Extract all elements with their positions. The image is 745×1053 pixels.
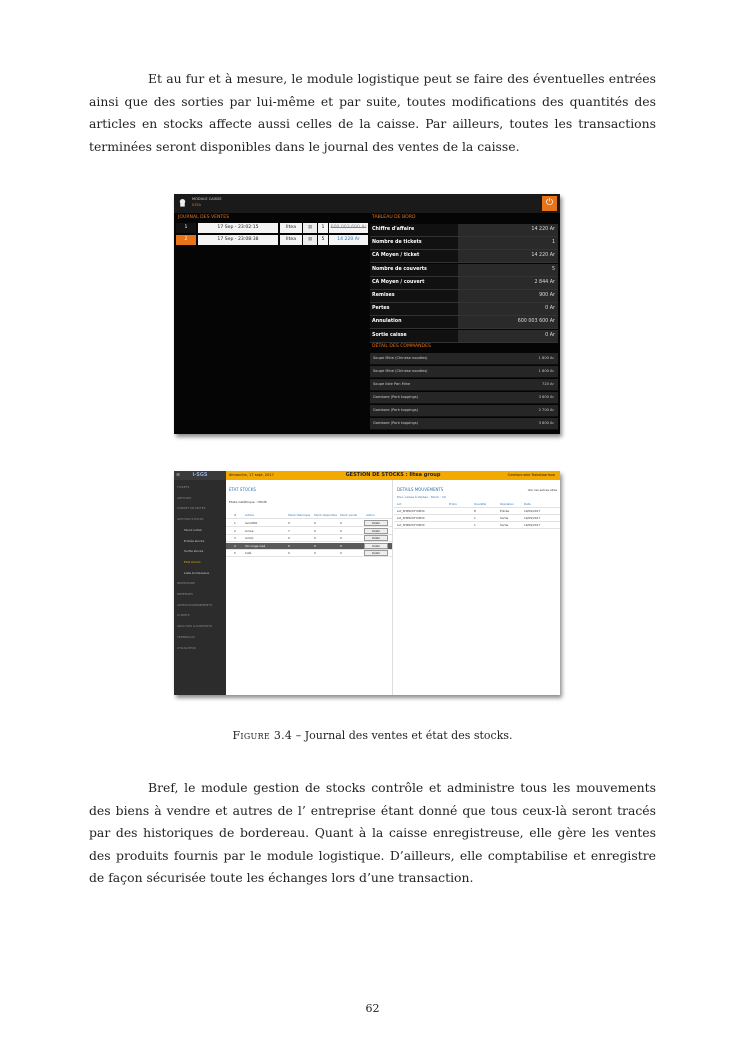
board-value: 1 — [458, 237, 558, 249]
detail-button[interactable]: Détail — [364, 535, 388, 541]
mouv-header-row — [394, 501, 560, 508]
sidebar-item[interactable]: INVENTAIRE — [177, 581, 195, 586]
journal-user: Iltea — [280, 223, 302, 233]
etat-cell-article: Limea — [245, 528, 254, 533]
chef-hat-icon — [178, 198, 187, 208]
etat-cell-n: 3 — [234, 536, 236, 540]
sidebar-item[interactable]: CARNET DE NOTES — [177, 506, 206, 511]
journal-amount: 600 003 600 Ar — [329, 223, 368, 233]
caisse-header-title: MODULE CAISSE — [192, 197, 222, 201]
mouv-cell-qte: 1 — [474, 523, 476, 527]
mouv-cell-date: 19/09/2017 — [524, 516, 541, 520]
journal-amount: 14 220 Ar — [329, 235, 368, 245]
board-label: Chiffre d'affaire — [370, 224, 458, 236]
header-title: GESTION DE STOCKS : Iltea group — [345, 472, 441, 478]
etat-column-header: # — [234, 513, 237, 517]
sidebar-item[interactable]: ANALYSES & RAPPORTS — [177, 624, 213, 629]
board-label: Nombre de tickets — [370, 237, 458, 249]
etat-column-header: Stock théorique — [288, 513, 311, 517]
table-row[interactable] — [226, 528, 392, 535]
board-label: Nombre de couverts — [370, 264, 458, 276]
order-name: Soupe Mine (Chinese noodles) — [373, 369, 428, 373]
paragraph-intro — [89, 68, 656, 158]
journal-date: 17 Sep - 23:02:15 — [198, 223, 278, 233]
order-row[interactable] — [370, 366, 558, 378]
board-row — [370, 303, 558, 316]
etat-header-row — [226, 512, 392, 519]
etat-cell-theo: 0 — [288, 543, 290, 548]
board-row — [370, 264, 558, 277]
board-value: 14 220 Ar — [458, 250, 558, 262]
etat-cell-n: 4 — [234, 543, 236, 548]
sidebar-item[interactable]: ARTICLES — [177, 495, 192, 500]
mouv-cell-lot: Lot_SHP9207YUB3C — [397, 509, 425, 513]
mouv-cell-qte: 1 — [474, 516, 476, 520]
etat-column-header: Action — [366, 513, 375, 517]
order-price: 1 800 Ar — [538, 369, 554, 373]
mouv-cell-lot: Lot_SHP9207YUB3C — [397, 516, 425, 520]
etat-cell-n: 5 — [234, 551, 236, 555]
order-name: Soupe Mine (Chinese noodles) — [373, 356, 428, 360]
board-label: Pertes — [370, 303, 458, 315]
order-price: 3 600 Ar — [538, 395, 554, 399]
mouv-link[interactable]: Voir les autres sites — [527, 488, 557, 492]
header-date: dimanche, 17 sept. 2017 — [229, 473, 274, 477]
etat-cell-vendu: 0 — [340, 528, 342, 533]
mouv-cell-op: Sortie — [500, 516, 509, 520]
mouv-cell-qte: 8 — [474, 509, 476, 513]
paragraph-summary-text: Bref, le module gestion de stocks contrôle et administre tous les mouvements des biens à vendre et autres de l’ entreprise étant donné que tous ceux-là seront tracés par des historiques de bordereau. Quant à la caisse enregistreuse, elle gère les ventes des produits fournis par le module logistique. D’ailleurs, elle comptabilise et enregistre de façon sécurisée toute les échanges lors d’une transaction. — [89, 780, 656, 885]
sidebar-item[interactable]: APPROVISIONNEMENTS — [177, 602, 212, 607]
journal-num: 2 — [176, 235, 196, 245]
journal-date: 17 Sep - 23:08:38 — [198, 235, 278, 245]
mouv-title: DETAILS MOUVEMENTS — [397, 487, 444, 492]
etat-cell-theo: 7 — [288, 528, 290, 533]
etat-cell-theo: 0 — [288, 536, 290, 540]
mouv-column-header: Quantité — [474, 502, 487, 506]
sidebar-item[interactable]: Sortie stocks — [184, 549, 204, 554]
paragraph-intro-text: Et au fur et à mesure, le module logistique peut se faire des éventuelles entrées ainsi que des sorties par lui-même et par suite, toutes modifications des quantités des articles en stocks affecte aussi celles de la caisse. Par ailleurs, toutes les transactions terminées seront disponibles dans le journal des ventes de la caisse. — [89, 71, 656, 154]
order-name: Gambore (Pork toppings) — [373, 395, 419, 399]
etat-cell-article: Aid.IQ — [245, 536, 254, 540]
sidebar-item[interactable]: TERMINAUX — [177, 634, 195, 639]
ticket-icon: ▦ — [303, 223, 317, 233]
order-row[interactable] — [370, 418, 558, 430]
etat-cell-article: Avo2000 — [245, 521, 258, 525]
sidebar-item[interactable]: UTILISATEUR — [177, 645, 197, 650]
sidebar-item[interactable]: Stock initial — [184, 527, 202, 532]
detail-button[interactable]: Détail — [364, 543, 388, 549]
etat-cell-dispo: 0 — [314, 543, 316, 548]
etat-filter[interactable]: Etabs Caféthique : HOUB — [229, 500, 267, 504]
board-value: 600 003 600 Ar — [458, 316, 558, 328]
board-label: Annulation — [370, 316, 458, 328]
stock-management-screenshot — [174, 471, 560, 695]
mouvements-panel — [394, 480, 560, 695]
journal-row[interactable] — [176, 223, 368, 233]
caisse-topbar — [174, 194, 560, 213]
etat-column-header: Stock disponible — [314, 513, 337, 517]
detail-button[interactable]: Détail — [364, 520, 388, 526]
board-title: TABLEAU DE BORD — [372, 215, 416, 220]
etat-cell-n: 2 — [234, 528, 236, 533]
order-price: 2 700 Ar — [538, 408, 554, 412]
etat-cell-theo: 0 — [288, 521, 290, 525]
detail-button[interactable]: Détail — [364, 550, 388, 556]
paragraph-summary — [89, 777, 656, 890]
cash-register-screenshot — [174, 194, 560, 434]
etat-cell-n: 1 — [234, 521, 236, 525]
order-price: 720 Ar — [542, 382, 554, 386]
etat-cell-vendu: 0 — [340, 536, 342, 540]
page-number: 62 — [365, 1002, 380, 1015]
journal-title: JOURNAL DES VENTES — [178, 215, 230, 220]
etat-cell-article: Vin rouge rosé — [245, 543, 266, 548]
order-price: 1 800 Ar — [538, 356, 554, 360]
header-user[interactable]: Gestionnaire Rakotoarisoa — [507, 473, 555, 477]
board-value: 2 844 Ar — [458, 277, 558, 289]
order-row[interactable] — [370, 405, 558, 417]
board-row — [370, 250, 558, 263]
app-header — [226, 471, 560, 480]
mouv-sub: Pour caisse à Ventes : Stock : 10 — [397, 495, 446, 499]
order-row[interactable] — [370, 392, 558, 404]
table-row[interactable] — [226, 550, 392, 557]
detail-button[interactable]: Détail — [364, 528, 388, 534]
ticket-icon: ▦ — [303, 235, 317, 245]
board-label: CA Moyen / couvert — [370, 277, 458, 289]
board-value: 5 — [458, 264, 558, 276]
etat-cell-dispo: 0 — [314, 528, 316, 533]
board-label: CA Moyen / ticket — [370, 250, 458, 262]
sidebar — [174, 471, 226, 695]
table-row — [394, 508, 560, 515]
order-name: Soupe liste Pan Mine — [373, 382, 411, 386]
sidebar-item[interactable]: GESTION STOCKS — [177, 517, 204, 522]
board-value: 0 Ar — [458, 330, 558, 342]
etat-stocks-panel — [226, 480, 393, 695]
table-row — [394, 515, 560, 522]
power-icon[interactable]: ⏻ — [542, 196, 557, 211]
mouv-cell-date: 19/09/2017 — [524, 523, 541, 527]
board-value: 0 Ar — [458, 303, 558, 315]
board-row — [370, 277, 558, 290]
table-row[interactable] — [226, 535, 392, 542]
board-label: Sortie caisse — [370, 330, 458, 342]
board-value: 900 Ar — [458, 290, 558, 302]
orders-title: DÉTAIL DES COMMANDES — [372, 344, 431, 349]
figure-caption — [0, 729, 745, 742]
journal-qty: 5 — [318, 235, 328, 245]
mouv-column-header: Lot — [397, 502, 402, 506]
mouv-cell-op: Sortie — [500, 523, 509, 527]
figure-label: Figure 3.4 — [232, 729, 293, 742]
journal-num: 1 — [176, 223, 196, 233]
journal-user: Iltea — [280, 235, 302, 245]
board-row — [370, 237, 558, 250]
board-value: 14 220 Ar — [458, 224, 558, 236]
etat-column-header: Stock vendu — [340, 513, 358, 517]
board-row — [370, 316, 558, 329]
table-row — [394, 522, 560, 529]
board-label: Remises — [370, 290, 458, 302]
journal-qty: 1 — [318, 223, 328, 233]
app-logo-text: i-SGS — [192, 472, 208, 478]
etat-cell-dispo: 0 — [314, 551, 316, 555]
journal-row[interactable] — [176, 235, 368, 245]
order-row[interactable] — [370, 353, 558, 365]
etat-cell-vendu: 0 — [340, 543, 342, 548]
board-row — [370, 330, 558, 343]
board-row — [370, 224, 558, 237]
sidebar-item[interactable]: Entrée stocks — [184, 538, 205, 543]
figure-separator: – — [292, 729, 305, 742]
mouv-cell-op: Entrée — [500, 509, 510, 513]
order-name: Gambore (Pork toppings) — [373, 408, 419, 412]
order-row[interactable] — [370, 379, 558, 391]
etat-cell-dispo: 0 — [314, 521, 316, 525]
mouv-column-header: Date — [524, 502, 531, 506]
etat-cell-theo: 0 — [288, 551, 290, 555]
sidebar-item[interactable]: Etat stocks — [184, 559, 201, 564]
app-logo — [174, 471, 226, 480]
etat-cell-vendu: 0 — [340, 521, 342, 525]
menu-icon[interactable]: ≡ — [176, 472, 181, 478]
etat-column-header: Article — [245, 513, 254, 517]
table-row[interactable] — [226, 543, 392, 550]
sidebar-item[interactable]: Liste bordereaux — [184, 570, 210, 575]
figure-text: Journal des ventes et état des stocks. — [304, 729, 513, 742]
sidebar-item[interactable]: TICKETS — [177, 485, 190, 489]
caisse-header-sub: ILTEA — [192, 203, 201, 207]
order-name: Gambore (Pork toppings) — [373, 421, 419, 425]
etat-cell-article: Café — [245, 551, 252, 555]
order-price: 3 600 Ar — [538, 421, 554, 425]
board-row — [370, 290, 558, 303]
mouv-cell-date: 19/09/2017 — [524, 509, 541, 513]
etat-cell-dispo: 0 — [314, 536, 316, 540]
mouv-column-header: Prix/u — [449, 502, 457, 506]
table-row[interactable] — [226, 520, 392, 527]
etat-cell-vendu: 0 — [340, 551, 342, 555]
sidebar-item[interactable]: DEPENSES — [177, 592, 193, 596]
mouv-cell-lot: Lot_SHP9207YUB3C — [397, 523, 425, 527]
sidebar-item[interactable]: CLIENTS — [177, 613, 190, 618]
mouv-column-header: Opération — [500, 502, 514, 506]
etat-title: ETAT STOCKS — [229, 487, 256, 492]
